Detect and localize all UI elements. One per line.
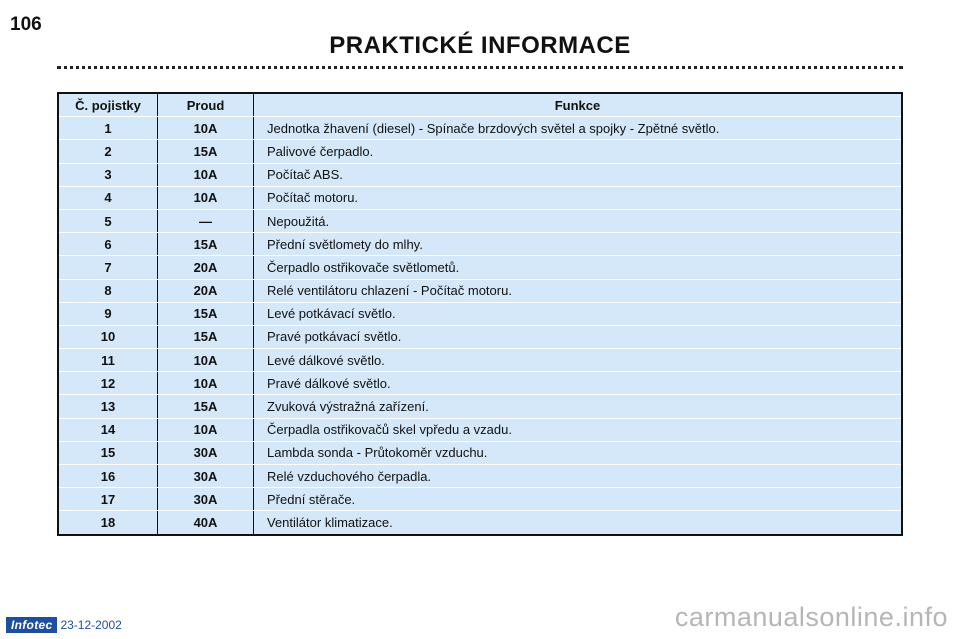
footer: [6, 617, 122, 633]
function-cell: Přední světlomety do mlhy.: [254, 233, 903, 256]
fuse-number-cell: 17: [58, 488, 158, 511]
function-cell: Ventilátor klimatizace.: [254, 511, 903, 535]
table-row: [58, 511, 902, 535]
footer-date: 23-12-2002: [60, 618, 122, 632]
function-cell: Levé dálkové světlo.: [254, 349, 903, 372]
function-cell: Nepoužitá.: [254, 209, 903, 232]
fuse-number-cell: 12: [58, 372, 158, 395]
fuse-number-cell: 11: [58, 349, 158, 372]
table-row: [58, 209, 902, 232]
table-row: [58, 418, 902, 441]
current-cell: 40A: [158, 511, 254, 535]
fuse-number-cell: 8: [58, 279, 158, 302]
current-cell: 30A: [158, 465, 254, 488]
table-row: [58, 233, 902, 256]
fuse-number-cell: 1: [58, 117, 158, 140]
current-cell: 10A: [158, 418, 254, 441]
function-cell: Počítač ABS.: [254, 163, 903, 186]
table-row: [58, 279, 902, 302]
function-cell: Levé potkávací světlo.: [254, 302, 903, 325]
function-cell: Relé ventilátoru chlazení - Počítač motoru.: [254, 279, 903, 302]
fuse-number-cell: 5: [58, 209, 158, 232]
table-row: [58, 186, 902, 209]
function-cell: Čerpadla ostřikovačů skel vpředu a vzadu.: [254, 418, 903, 441]
function-cell: Relé vzduchového čerpadla.: [254, 465, 903, 488]
table-row: [58, 372, 902, 395]
current-cell: —: [158, 209, 254, 232]
function-cell: Čerpadlo ostřikovače světlometů.: [254, 256, 903, 279]
fuse-number-cell: 14: [58, 418, 158, 441]
current-cell: 20A: [158, 256, 254, 279]
current-cell: 15A: [158, 302, 254, 325]
current-cell: 15A: [158, 233, 254, 256]
current-cell: 15A: [158, 140, 254, 163]
function-cell: Počítač motoru.: [254, 186, 903, 209]
table-row: [58, 163, 902, 186]
current-cell: 30A: [158, 488, 254, 511]
current-cell: 30A: [158, 441, 254, 464]
page-number: 106: [10, 14, 42, 35]
fuse-number-cell: 13: [58, 395, 158, 418]
fuse-number-cell: 4: [58, 186, 158, 209]
current-cell: 20A: [158, 279, 254, 302]
fuse-table-body: [58, 117, 902, 535]
current-cell: 10A: [158, 349, 254, 372]
fuse-number-cell: 15: [58, 441, 158, 464]
table-header-row: [58, 93, 902, 117]
function-cell: Pravé potkávací světlo.: [254, 325, 903, 348]
fuse-number-cell: 2: [58, 140, 158, 163]
table-row: [58, 349, 902, 372]
header-fuse-number: Č. pojistky: [58, 93, 158, 117]
fuse-number-cell: 16: [58, 465, 158, 488]
table-row: [58, 117, 902, 140]
function-cell: Palivové čerpadlo.: [254, 140, 903, 163]
table-row: [58, 256, 902, 279]
table-row: [58, 325, 902, 348]
function-cell: Jednotka žhavení (diesel) - Spínače brzdových světel a spojky - Zpětné světlo.: [254, 117, 903, 140]
function-cell: Přední stěrače.: [254, 488, 903, 511]
fuse-number-cell: 3: [58, 163, 158, 186]
table-row: [58, 302, 902, 325]
current-cell: 10A: [158, 117, 254, 140]
current-cell: 10A: [158, 186, 254, 209]
current-cell: 10A: [158, 163, 254, 186]
infotec-logo: Infotec: [6, 617, 57, 633]
table-row: [58, 395, 902, 418]
fuse-number-cell: 10: [58, 325, 158, 348]
table-row: [58, 140, 902, 163]
function-cell: Pravé dálkové světlo.: [254, 372, 903, 395]
table-row: [58, 465, 902, 488]
current-cell: 15A: [158, 325, 254, 348]
fuse-table: [57, 92, 903, 536]
watermark: carmanualsonline.info: [674, 602, 948, 632]
header-function: Funkce: [254, 93, 903, 117]
fuse-number-cell: 18: [58, 511, 158, 535]
title-divider: [57, 66, 903, 69]
header-current: Proud: [158, 93, 254, 117]
table-row: [58, 441, 902, 464]
fuse-number-cell: 7: [58, 256, 158, 279]
function-cell: Zvuková výstražná zařízení.: [254, 395, 903, 418]
fuse-number-cell: 9: [58, 302, 158, 325]
page-title: PRAKTICKÉ INFORMACE: [329, 32, 631, 59]
fuse-number-cell: 6: [58, 233, 158, 256]
table-row: [58, 488, 902, 511]
current-cell: 15A: [158, 395, 254, 418]
current-cell: 10A: [158, 372, 254, 395]
function-cell: Lambda sonda - Průtokoměr vzduchu.: [254, 441, 903, 464]
